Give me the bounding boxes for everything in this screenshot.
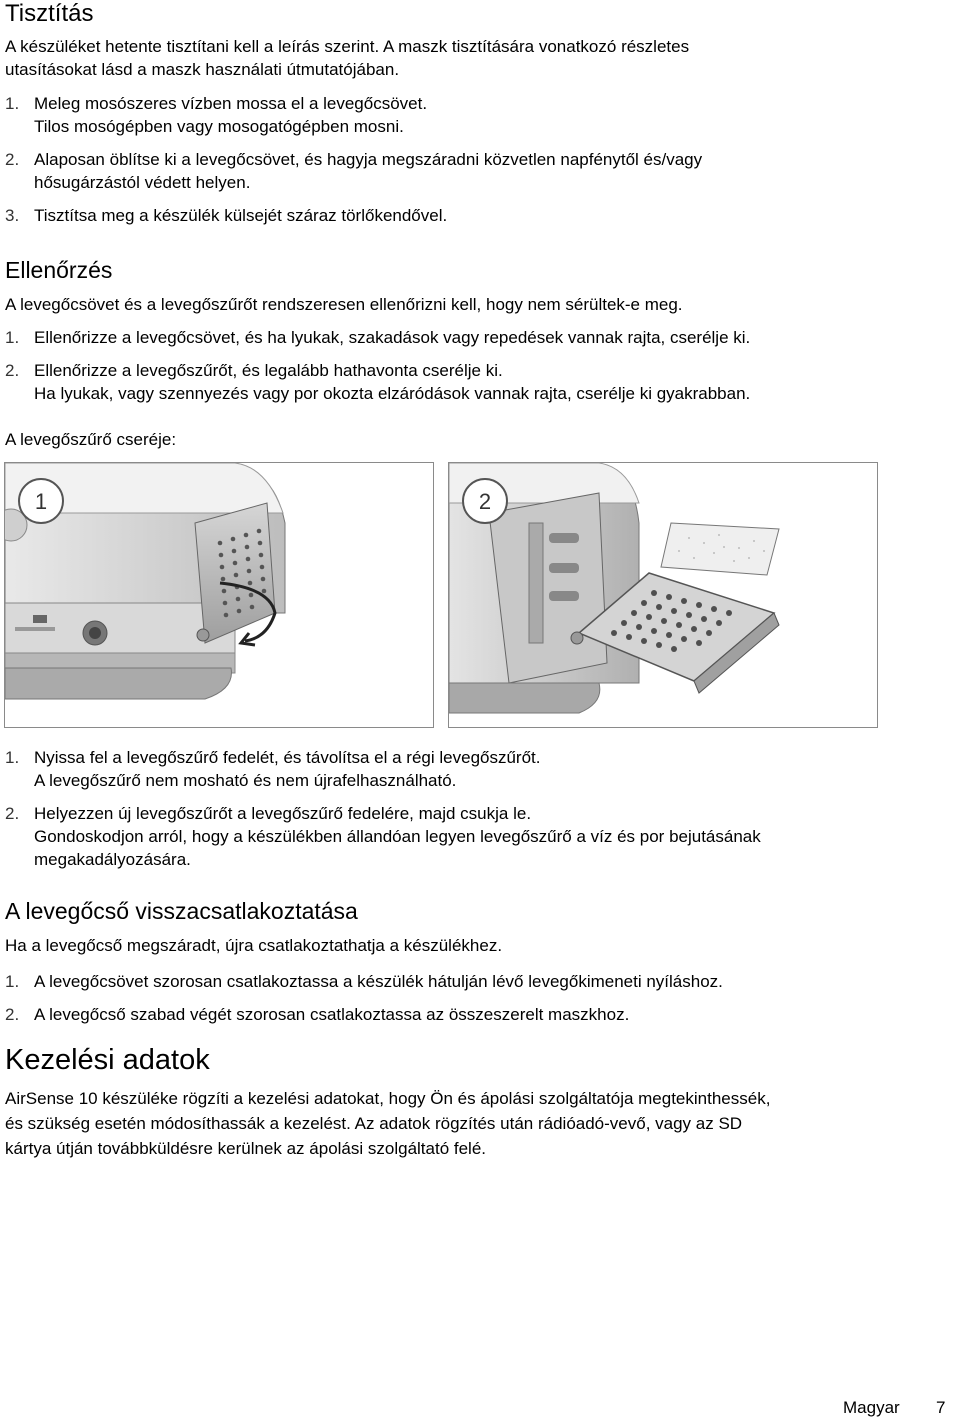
list-number: 3. xyxy=(5,206,20,225)
list-text: Tisztítsa meg a készülék külsejét száraz törlőkendővel. xyxy=(34,206,448,225)
list-text: Ellenőrizze a levegőszűrőt, és legalább hathavonta cserélje ki. xyxy=(34,361,503,380)
list-item xyxy=(5,326,955,349)
section-title-reconnect: A levegőcső visszacsatlakoztatása xyxy=(5,898,358,924)
list-text: A levegőcsövet szorosan csatlakoztassa a készülék hátulján lévő levegőkimeneti nyíláshoz. xyxy=(34,972,723,991)
filter-replacement-heading: A levegőszűrő cseréje: xyxy=(5,430,177,449)
list-text: Ha lyukak, vagy szennyezés vagy por okozta elzáródások vannak rajta, cserélje ki gyakrabban. xyxy=(34,384,751,403)
treatment-line-2: és szükség esetén módosíthassák a kezelést. Az adatok rögzítés után rádióadó-vevő, vagy az SD xyxy=(5,1114,743,1133)
section-title-check: Ellenőrzés xyxy=(5,257,113,283)
cleaning-intro-line-2: utasításokat lásd a maszk használati útmutatójában. xyxy=(5,60,400,79)
section-title-treatment-data: Kezelési adatok xyxy=(5,1044,210,1076)
list-item xyxy=(5,204,955,227)
list-number: 1. xyxy=(5,748,20,767)
reconnect-steps xyxy=(5,970,955,1036)
reconnect-intro: Ha a levegőcső megszáradt, újra csatlakoztathatja a készülékhez. xyxy=(5,936,503,955)
list-text: Alaposan öblítse ki a levegőcsövet, és hagyja megszáradni közvetlen napfénytől és/vagy xyxy=(34,150,703,169)
list-number: 1. xyxy=(5,94,20,113)
footer-language: Magyar xyxy=(843,1398,900,1417)
device-illustration-2 xyxy=(449,463,877,727)
list-text: hősugárzástól védett helyen. xyxy=(34,173,251,192)
figure-insert-new-filter xyxy=(448,462,878,728)
list-item xyxy=(5,359,955,405)
figure-label-1: 1 xyxy=(34,489,48,514)
check-steps xyxy=(5,326,955,415)
list-text: A levegőcső szabad végét szorosan csatlakoztassa az összeszerelt maszkhoz. xyxy=(34,1005,630,1024)
list-number: 2. xyxy=(5,804,20,823)
list-item xyxy=(5,802,955,871)
cleaning-steps xyxy=(5,92,955,237)
list-number: 1. xyxy=(5,328,20,347)
treatment-line-3: kártya útján továbbküldésre kerülnek az ápolási szolgáltató felé. xyxy=(5,1139,487,1158)
figure-open-filter-cover xyxy=(4,462,434,728)
list-text: A levegőszűrő nem mosható és nem újrafelhasználható. xyxy=(34,771,457,790)
list-item xyxy=(5,1003,955,1026)
list-text: Tilos mosógépben vagy mosogatógépben mosni. xyxy=(34,117,404,136)
cleaning-intro-line-1: A készüléket hetente tisztítani kell a leírás szerint. A maszk tisztítására vonatkozó részletes xyxy=(5,37,690,56)
list-number: 2. xyxy=(5,150,20,169)
list-item xyxy=(5,746,955,792)
list-item xyxy=(5,148,955,194)
list-text: Nyissa fel a levegőszűrő fedelét, és távolítsa el a régi levegőszűrőt. xyxy=(34,748,541,767)
list-item xyxy=(5,970,955,993)
list-text: Helyezzen új levegőszűrőt a levegőszűrő fedelére, majd csukja le. xyxy=(34,804,532,823)
list-text: Meleg mosószeres vízben mossa el a levegőcsövet. xyxy=(34,94,428,113)
list-text: Ellenőrizze a levegőcsövet, és ha lyukak, szakadások vagy repedések vannak rajta, cserélje ki. xyxy=(34,328,751,347)
section-title-cleaning: Tisztítás xyxy=(5,0,94,27)
footer-page-number: 7 xyxy=(936,1398,946,1417)
list-number: 1. xyxy=(5,972,20,991)
check-intro: A levegőcsövet és a levegőszűrőt rendszeresen ellenőrizni kell, hogy nem sérültek-e meg. xyxy=(5,295,683,314)
list-item xyxy=(5,92,955,138)
list-number: 2. xyxy=(5,1005,20,1024)
list-text: megakadályozására. xyxy=(34,850,191,869)
list-number: 2. xyxy=(5,361,20,380)
figure-label-2: 2 xyxy=(478,489,492,514)
device-illustration-1 xyxy=(5,463,433,727)
treatment-line-1: AirSense 10 készüléke rögzíti a kezelési adatokat, hogy Ön és ápolási szolgáltatója megtekinthessék, xyxy=(5,1089,771,1108)
filter-replacement-steps xyxy=(5,746,955,881)
list-text: Gondoskodjon arról, hogy a készülékben állandóan legyen levegőszűrő a víz és por bejutásának xyxy=(34,827,761,846)
